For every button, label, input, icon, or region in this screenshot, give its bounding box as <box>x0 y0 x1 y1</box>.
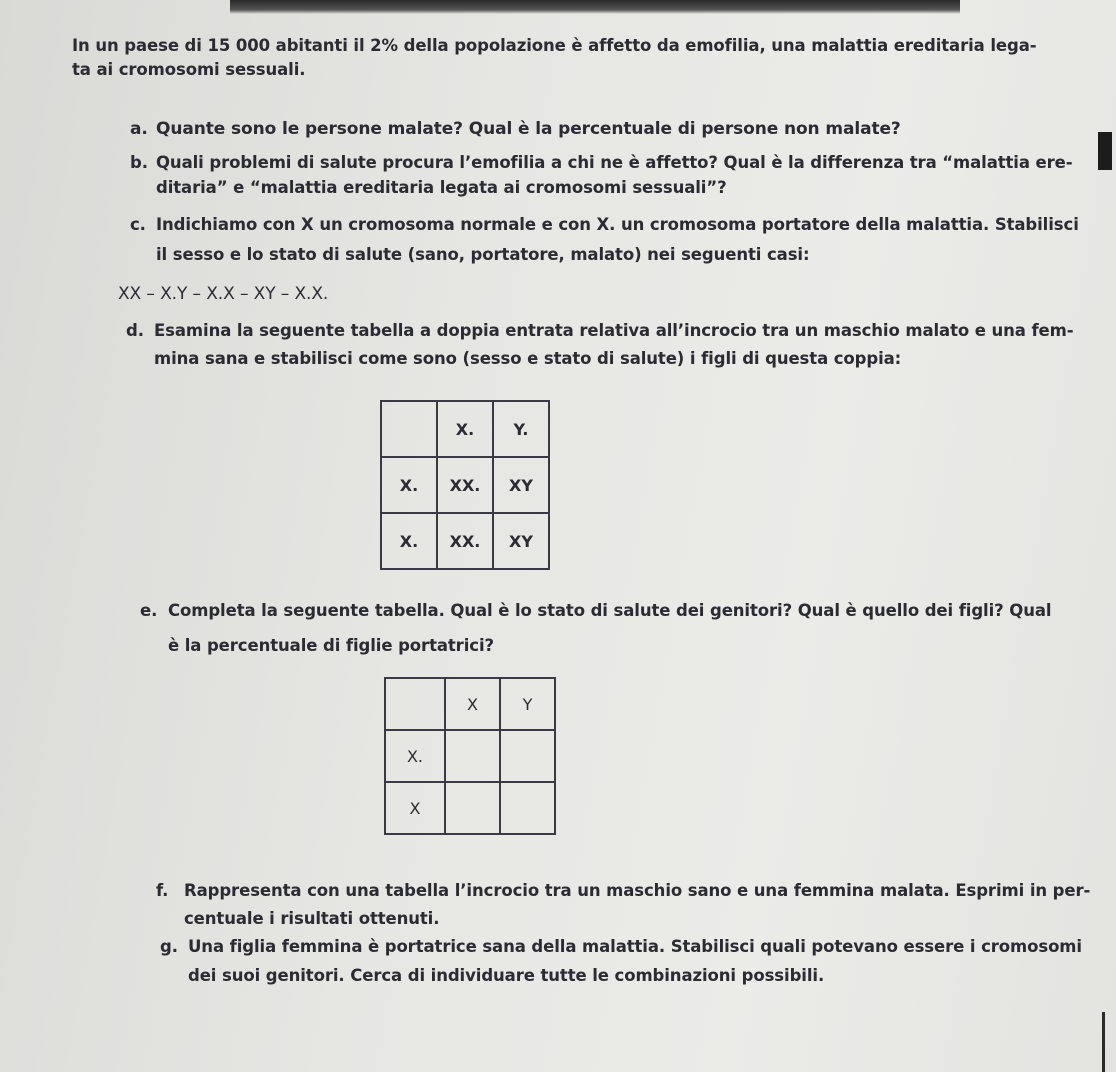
table-d-cell: XY <box>493 457 549 513</box>
table-d-col-header: X. <box>437 401 493 457</box>
table-e-empty-cell <box>445 782 500 834</box>
item-c-line-1: Indichiamo con X un cromosoma normale e con X. un cromosoma portatore della malattia. Stabilisci <box>156 215 1079 234</box>
table-d-cell: XX. <box>437 457 493 513</box>
item-c-line-2: il sesso e lo stato di salute (sano, portatore, malato) nei seguenti casi: <box>156 245 810 264</box>
item-f-letter: f. <box>156 881 169 900</box>
item-a-text: Quante sono le persone malate? Qual è la percentuale di persone non malate? <box>156 119 901 139</box>
table-d-col-header: Y. <box>493 401 549 457</box>
table-e-row-header: X <box>385 782 445 834</box>
item-a-letter: a. <box>130 119 148 139</box>
intro-line-1: In un paese di 15 000 abitanti il 2% della popolazione è affetto da emofilia, una malattia ereditaria lega- <box>72 36 1037 55</box>
margin-line <box>1102 1012 1105 1072</box>
item-e-line-2: è la percentuale di figlie portatrici? <box>168 636 494 655</box>
item-e-line-1: Completa la seguente tabella. Qual è lo stato di salute dei genitori? Qual è quello dei figli? Qual <box>168 601 1052 620</box>
punnett-table-e <box>384 677 556 835</box>
item-g-line-2: dei suoi genitori. Cerca di individuare tutte le combinazioni possibili. <box>188 966 825 985</box>
item-c-letter: c. <box>130 215 146 234</box>
item-d-letter: d. <box>126 321 144 340</box>
item-b-line-1: Quali problemi di salute procura l’emofilia a chi ne è affetto? Qual è la differenza tra “malattia ere- <box>156 153 1073 172</box>
table-e-col-header: X <box>445 678 500 730</box>
table-d-cell: XY <box>493 513 549 569</box>
item-f-line-1: Rappresenta con una tabella l’incrocio tra un maschio sano e una femmina malata. Esprimi in per- <box>184 881 1091 900</box>
item-b-line-2: ditaria” e “malattia ereditaria legata ai cromosomi sessuali”? <box>156 178 727 197</box>
margin-mark <box>1098 132 1112 170</box>
table-e-corner <box>385 678 445 730</box>
item-g-letter: g. <box>160 937 178 956</box>
punnett-table-d <box>380 400 550 570</box>
table-d-row-header: X. <box>381 457 437 513</box>
item-d-line-1: Esamina la seguente tabella a doppia entrata relativa all’incrocio tra un maschio malato e una fem- <box>154 321 1074 340</box>
table-e-empty-cell <box>500 730 555 782</box>
item-g-line-1: Una figlia femmina è portatrice sana della malattia. Stabilisci quali potevano essere i cromosomi <box>188 937 1082 956</box>
page-top-shadow <box>230 0 960 14</box>
table-e-empty-cell <box>445 730 500 782</box>
table-d-cell: XX. <box>437 513 493 569</box>
table-e-row-header: X. <box>385 730 445 782</box>
item-e-letter: e. <box>140 601 158 620</box>
intro-line-2: ta ai cromosomi sessuali. <box>72 60 306 79</box>
item-d-line-2: mina sana e stabilisci come sono (sesso e stato di salute) i figli di questa coppia: <box>154 349 902 368</box>
item-b-letter: b. <box>130 153 148 172</box>
table-e-col-header: Y <box>500 678 555 730</box>
item-f-line-2: centuale i risultati ottenuti. <box>184 909 440 928</box>
table-d-corner <box>381 401 437 457</box>
item-c-cases: XX – X.Y – X.X – XY – X.X. <box>118 284 329 304</box>
table-e-empty-cell <box>500 782 555 834</box>
table-d-row-header: X. <box>381 513 437 569</box>
